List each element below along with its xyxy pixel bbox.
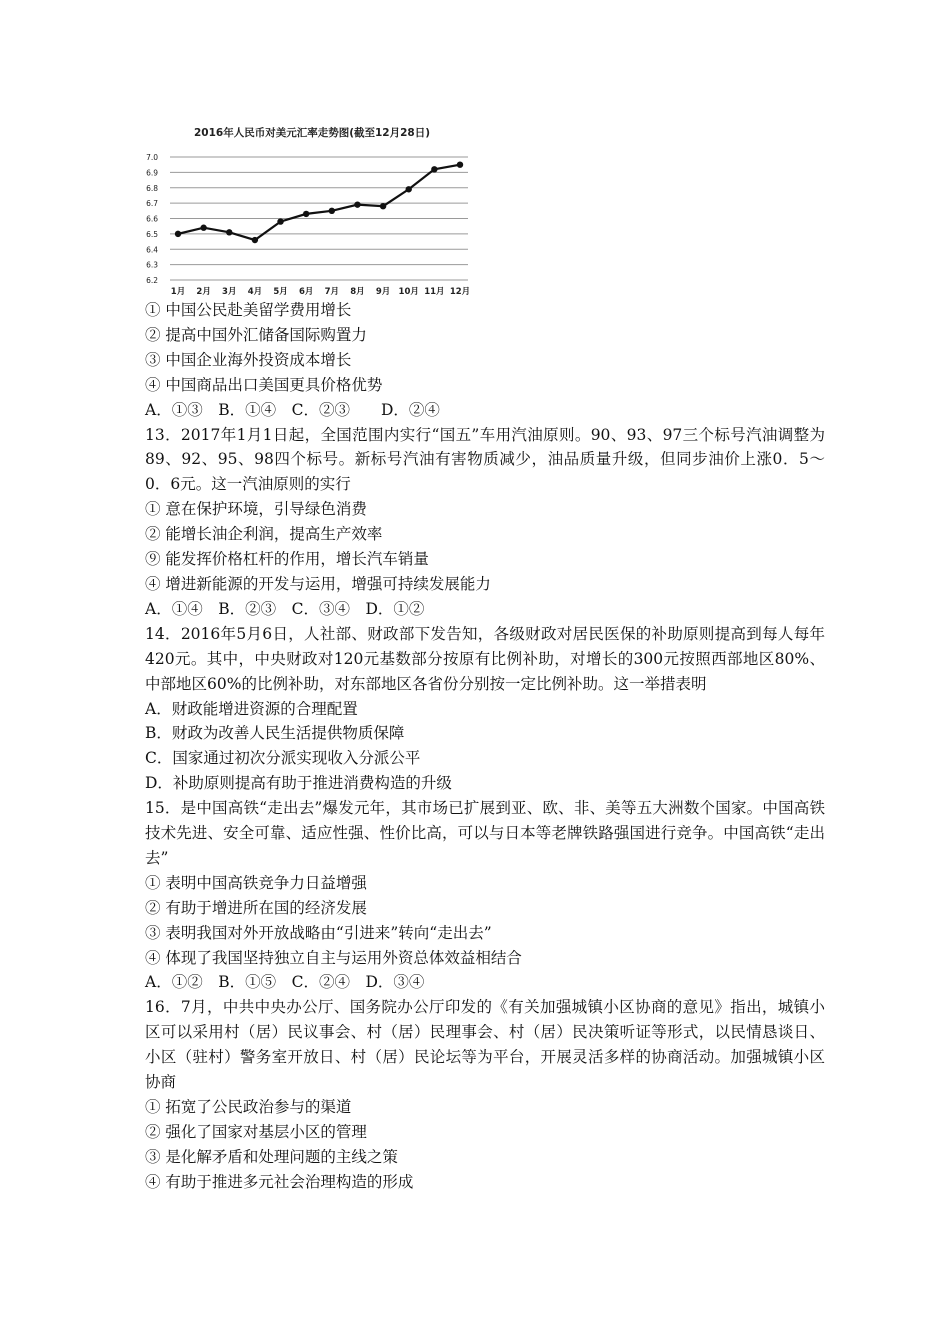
q12-option-1: ① 中国公民赴美留学费用增长 [145,301,352,319]
q16-option-4: ④ 有助于推进多元社会治理构造的形成 [145,1172,414,1191]
q12-option-2: ② 提高中国外汇储备国际购置力 [145,325,367,344]
q15-option-4: ④ 体现了我国坚持独立自主与运用外资总体效益相结合 [145,948,522,967]
chart-gridlines [170,157,468,280]
q16-option-1: ① 拓宽了公民政治参与的渠道 [145,1098,352,1116]
q14-option-b: B．财政为改善人民生活提供物质保障 [145,724,405,743]
series-line [178,165,460,240]
x-tick-label: 1月 [170,287,186,297]
data-point [406,186,412,192]
x-tick-label: 12月 [449,287,471,297]
data-point [226,229,232,235]
q15-option-3: ③ 表明我国对外开放战略由“引进来”转向“走出去” [145,923,492,942]
x-tick-label: 7月 [324,287,340,297]
data-point [303,211,309,217]
y-tick-label: 6.9 [146,168,158,178]
data-point [354,201,360,207]
q15-answers: A．①② B．①⑤ C．②④ D．③④ [145,973,425,992]
q13-option-3: ⑨ 能发挥价格杠杆的作用，增长汽车销量 [145,550,429,569]
data-point [175,231,181,237]
chart-title: 2016年人民币对美元汇率走势图(截至12月28日) [193,127,431,139]
q14-option-a: A．财政能增进资源的合理配置 [145,699,358,718]
y-tick-label: 6.6 [146,214,158,224]
data-point [457,161,463,167]
x-tick-label: 11月 [424,287,445,297]
y-tick-label: 6.8 [146,183,158,193]
q12-answers: A．①③ B．①④ C．②③ D．②④ [145,400,440,419]
y-tick-label: 6.4 [146,245,158,255]
chart-x-tick-labels [171,287,470,297]
x-tick-label: 4月 [247,287,263,297]
q12-option-4: ④ 中国商品出口美国更具价格优势 [145,375,383,394]
q13-stem: 13．2017年1月1日起，全国范围内实行“国五”车用汽油原则。90、93、97三个标号汽油调整为89、92、95、98四个标号。新标号汽油有害物质减少，油品质量升级，但同步油价上涨0．5～0．6元。这一汽油原则的实行 [145,425,825,494]
q16-option-3: ③ 是化解矛盾和处理问题的主线之策 [145,1147,398,1166]
y-tick-label: 6.5 [146,229,158,239]
x-tick-label: 6月 [298,287,314,297]
data-point [431,166,437,172]
x-tick-label: 9月 [375,287,391,297]
question-content [145,298,825,1195]
q15-option-2: ② 有助于增进所在国的经济发展 [145,898,367,917]
y-tick-label: 6.7 [146,199,158,209]
x-tick-label: 3月 [222,287,237,297]
q13-option-4: ④ 增进新能源的开发与运用，增强可持续发展能力 [145,574,491,593]
data-point [252,237,258,243]
q15-stem: 15．是中国高铁“走出去”爆发元年，其市场已扩展到亚、欧、非、美等五大洲数个国家。中国高铁技术先进、安全可靠、适应性强、性价比高，可以与日本等老牌铁路强国进行竞争。中国高铁“走出去” [145,799,825,867]
chart-y-tick-labels [146,153,158,285]
data-point [329,208,335,214]
y-tick-label: 6.3 [146,260,158,270]
q12-option-3: ③ 中国企业海外投资成本增长 [145,350,352,369]
data-point [200,225,206,231]
q13-option-2: ② 能增长油企利润，提高生产效率 [145,525,383,544]
x-tick-label: 8月 [350,287,365,297]
q13-answers: A．①④ B．②③ C．③④ D．①② [145,599,425,618]
q16-stem: 16．7月，中共中央办公厅、国务院办公厅印发的《有关加强城镇小区协商的意见》指出，城镇小区可以采用村（居）民议事会、村（居）民理事会、村（居）民决策听证等形式，以民情恳谈日、小区（驻村）警务室开放日、村（居）民论坛等为平台，开展灵活多样的协商活动。加强城镇小区协商 [145,998,825,1092]
q15-option-1: ① 表明中国高铁竞争力日益增强 [145,873,367,892]
q16-option-2: ② 强化了国家对基层小区的管理 [145,1122,367,1141]
data-point [380,203,386,209]
x-tick-label: 10月 [398,287,419,297]
exchange-rate-chart [140,120,480,300]
y-tick-label: 6.2 [146,276,158,285]
x-tick-label: 5月 [273,287,288,297]
q14-option-c: C．国家通过初次分派实现收入分派公平 [145,749,421,768]
x-tick-label: 2月 [196,287,211,297]
q14-option-d: D．补助原则提高有助于推进消费构造的升级 [145,774,452,793]
y-tick-label: 7.0 [146,153,158,162]
q14-stem: 14．2016年5月6日，人社部、财政部下发告知，各级财政对居民医保的补助原则提高到每人每年420元。其中，中央财政对120元基数部分按原有比例补助，对增长的300元按照西部地区80%、中部地区60%的比例补助，对东部地区各省份分别按一定比例补助。这一举措表明 [145,624,825,693]
data-point [277,218,283,224]
q13-option-1: ① 意在保护环境，引导绿色消费 [145,500,367,519]
